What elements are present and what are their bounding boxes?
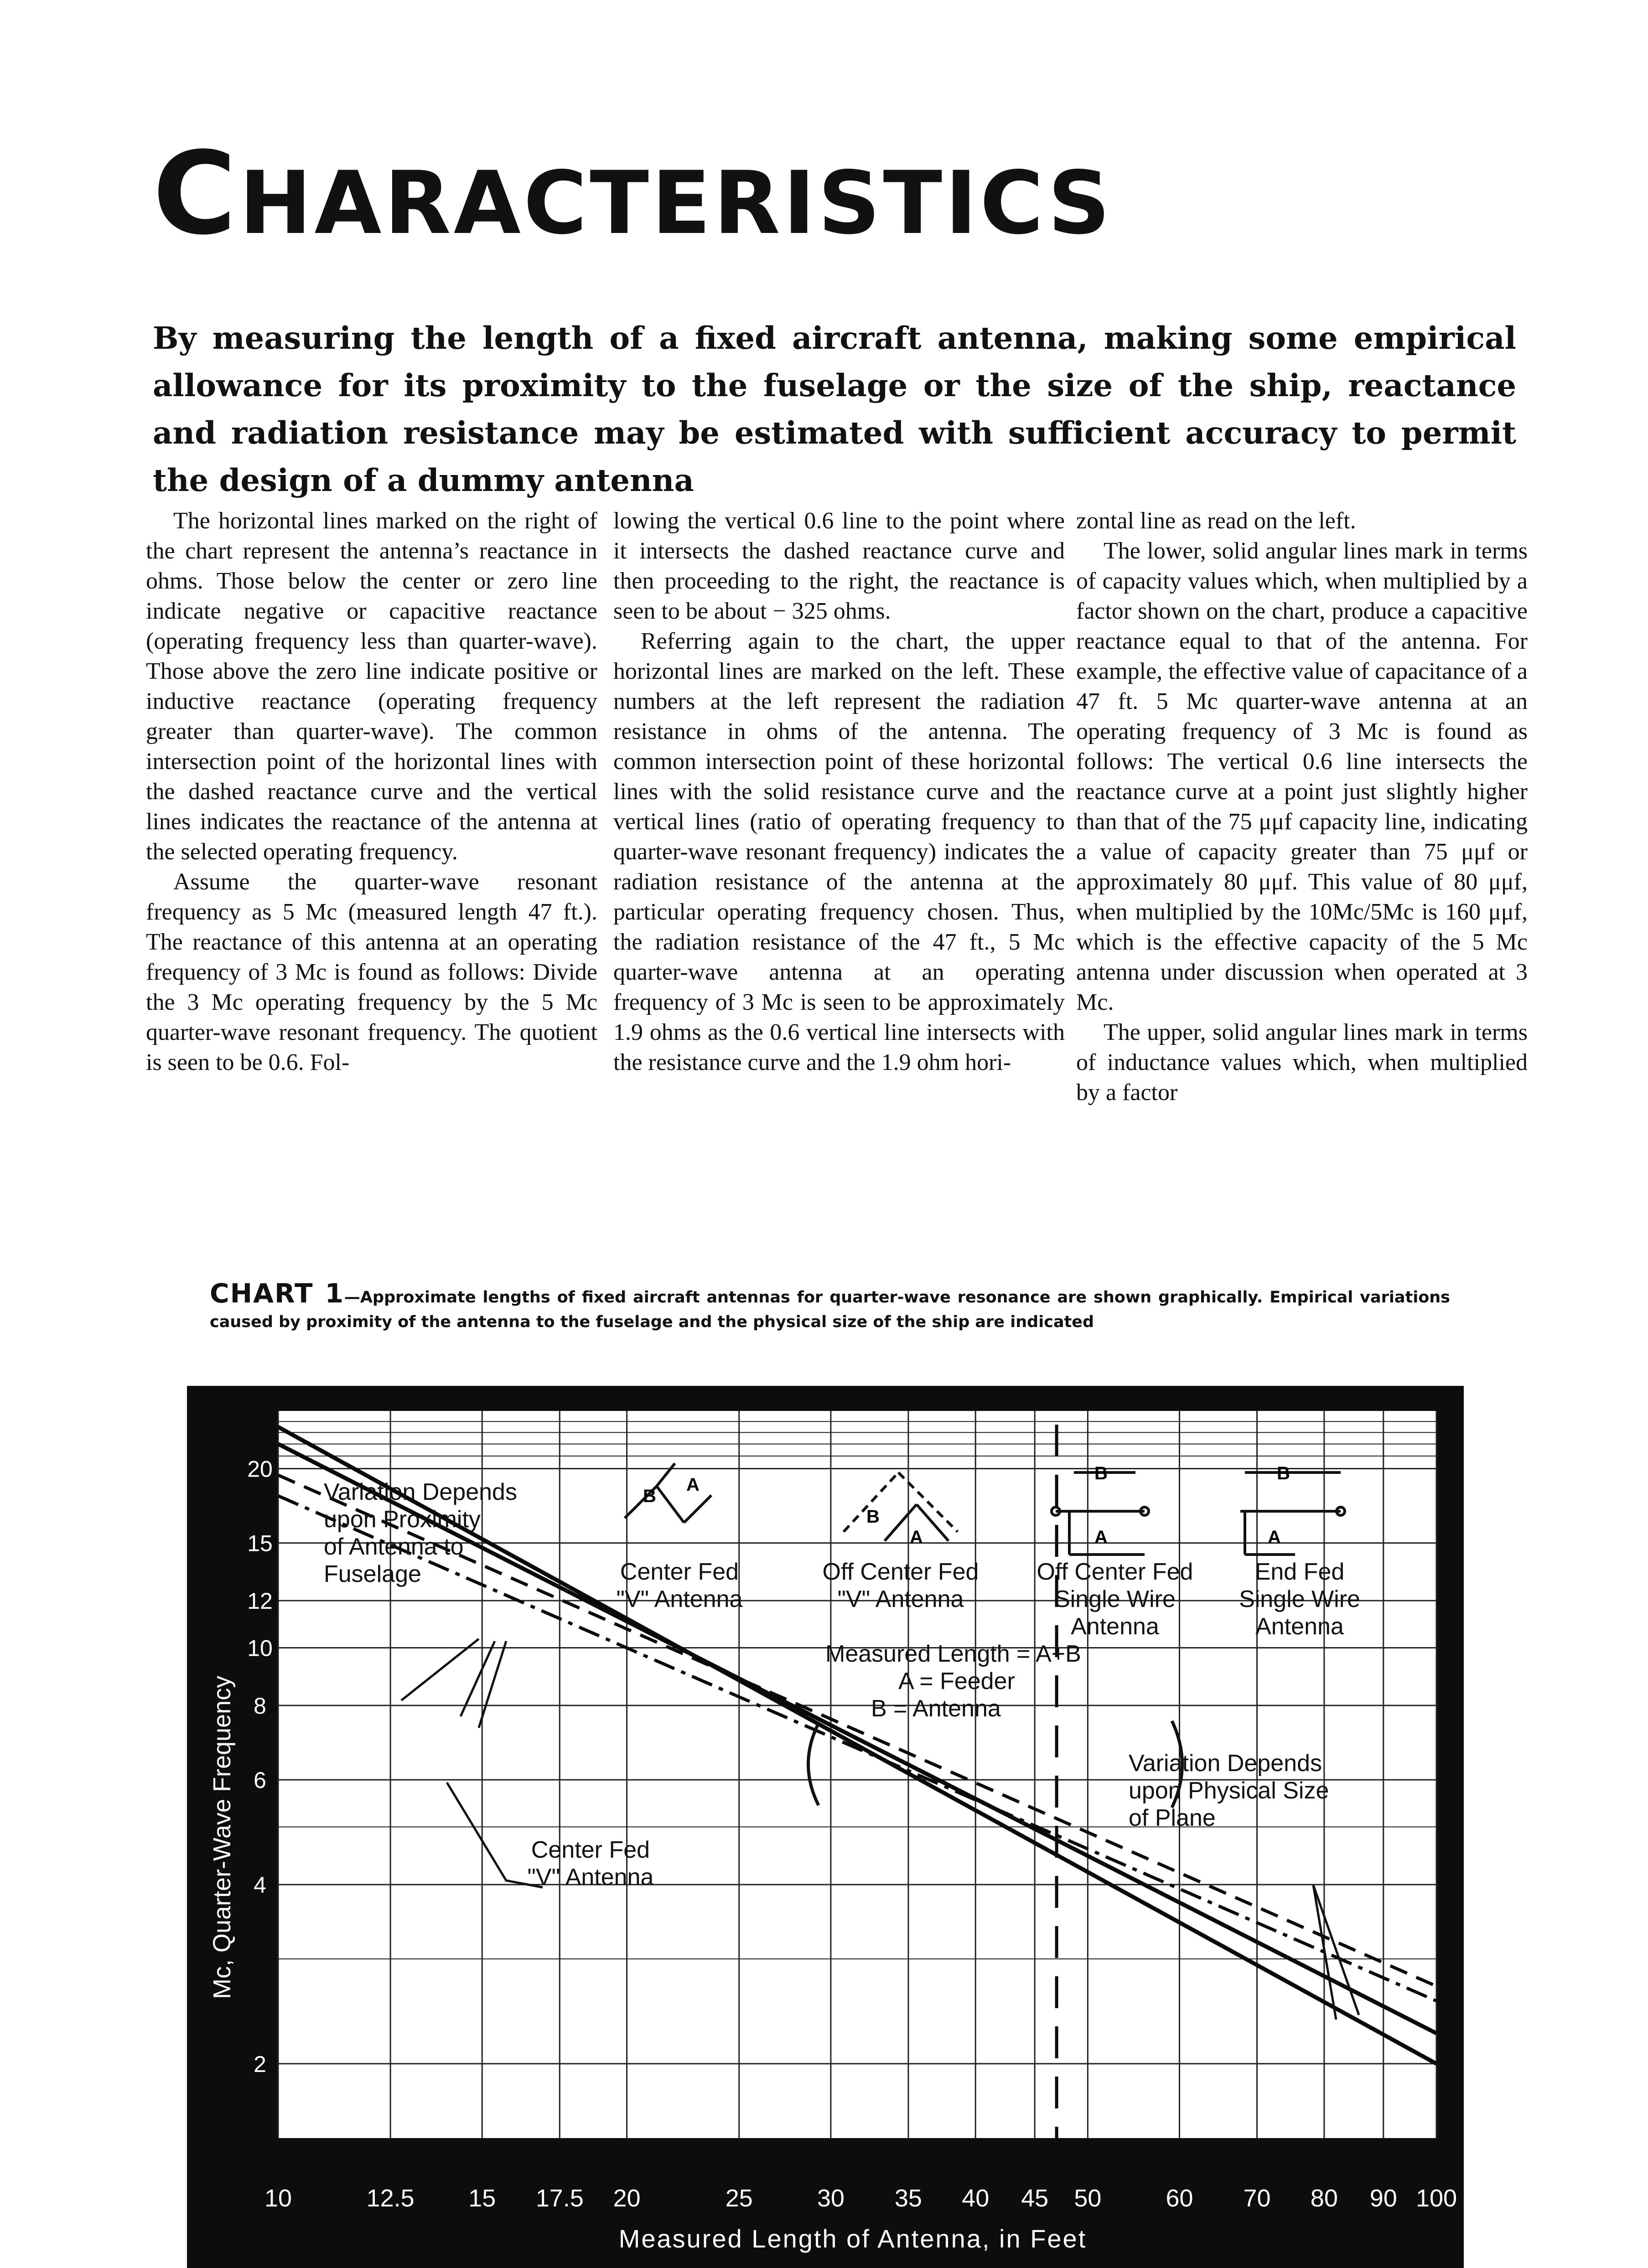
diagram-label-a-3: A [1094, 1527, 1108, 1547]
annotation-0-line-2: of Antenna to [324, 1534, 464, 1560]
chart-caption [210, 1278, 1450, 1334]
x-tick-labels [264, 2185, 1457, 2212]
annotation-4-line-2: Antenna [1255, 1613, 1344, 1640]
x-tick-label-5: 25 [725, 2185, 753, 2212]
chart-svg [187, 1386, 1464, 2268]
x-tick-label-10: 50 [1074, 2185, 1102, 2212]
annotation-6-line-0: A = Feeder [898, 1668, 1015, 1695]
page-title-rest: HARACTERISTICS [239, 153, 1113, 253]
diagram-label-b-2: B [866, 1507, 880, 1527]
annotation-1-line-1: "V" Antenna [616, 1586, 743, 1612]
page-title [153, 127, 1113, 260]
y-axis-label: Mc, Quarter-Wave Frequency [208, 1675, 236, 1999]
x-tick-label-9: 45 [1021, 2185, 1049, 2212]
annotation-5-line-0: Measured Length = A+B [825, 1641, 1081, 1667]
x-tick-label-14: 90 [1369, 2185, 1397, 2212]
x-tick-label-1: 12.5 [366, 2185, 415, 2212]
x-tick-label-3: 17.5 [535, 2185, 584, 2212]
diagram-label-a-2: A [910, 1527, 923, 1547]
annotation-8-line-2: of Plane [1129, 1805, 1216, 1831]
chart-caption-text: —Approximate lengths of fixed aircraft antennas for quarter-wave resonance are shown graphically. Empirical variations caused by proximity of the antenna to the fuselage and the physical size of the ship are indicated [210, 1288, 1450, 1331]
x-tick-label-8: 40 [962, 2185, 990, 2212]
annotation-7-line-0: B = Antenna [871, 1695, 1001, 1722]
chart-1 [187, 1386, 1464, 2268]
annotation-3-line-0: Off Center Fed [1036, 1559, 1193, 1585]
x-axis-label: Measured Length of Antenna, in Feet [618, 2224, 1087, 2253]
column-2-paragraph-1: lowing the vertical 0.6 line to the point where it intersects the dashed reactance curve and then proceeding to the right, the reactance is seen to be about − 325 ohms. [613, 508, 1065, 624]
column-3-paragraph-2: The lower, solid angular lines mark in terms of capacity values which, when multiplied by a factor shown on the chart, produce a capacitive reactance equal to that of the antenna. For example, the effective value of capacitance of a 47 ft. 5 Mc quarter-wave antenna at an operating frequency of 3 Mc is found as follows: The vertical 0.6 line intersects the reactance curve at a point just slightly higher than that of the 75 μμf capacity line, indicating a value of capacity greater than 75 μμf or approximately 80 μμf. This value of 80 μμf, when multiplied by the 10Mc/5Mc is 160 μμf, which is the effective capacity of the 5 Mc antenna under discussion when operated at 3 Mc. [1076, 538, 1528, 1015]
annotation-3-line-2: Antenna [1071, 1613, 1159, 1640]
annotation-4-line-0: End Fed [1254, 1559, 1345, 1585]
lede-paragraph: By measuring the length of a fixed aircraft antenna, making some empirical allowance for its proximity to the fuselage or the size of the ship, reactance and radiation resistance may be estimated with sufficient accuracy to permit the design of a dummy antenna [153, 320, 1516, 498]
diagram-label-b-4: B [1277, 1463, 1290, 1483]
y-tick-label-6: 4 [254, 1872, 266, 1898]
diagram-label-a: A [686, 1475, 700, 1495]
x-tick-label-6: 30 [817, 2185, 845, 2212]
diagram-label-a-4: A [1268, 1527, 1281, 1547]
y-tick-label-4: 8 [254, 1693, 266, 1719]
column-2-paragraph-2: Referring again to the chart, the upper horizontal lines are marked on the left. These numbers at the left represent the radiation resistance in ohms of the antenna. The common intersection point of these horizontal lines with the solid resistance curve and the vertical lines (ratio of operating frequency to quarter-wave resonant frequency) indicates the radiation resistance of the antenna at the particular operating frequency chosen. Thus, the radiation resistance of the 47 ft., 5 Mc quarter-wave antenna at an operating frequency of 3 Mc is seen to be approximately 1.9 ohms as the 0.6 vertical line intersects with the resistance curve and the 1.9 ohm hori- [613, 628, 1065, 1075]
y-tick-label-2: 12 [247, 1588, 273, 1614]
chart-caption-tag: CHART 1 [210, 1278, 344, 1309]
diagram-label-b-3: B [1094, 1463, 1108, 1483]
y-tick-label-5: 6 [254, 1767, 266, 1793]
column-3-paragraph-1: zontal line as read on the left. [1076, 508, 1356, 534]
x-tick-label-0: 10 [264, 2185, 292, 2212]
annotation-3-line-1: Single Wire [1054, 1586, 1176, 1612]
annotation-4-line-1: Single Wire [1239, 1586, 1360, 1612]
column-3 [1076, 506, 1528, 1108]
annotation-1-line-0: Center Fed [620, 1559, 739, 1585]
x-tick-label-11: 60 [1166, 2185, 1193, 2212]
x-tick-label-15: 100 [1415, 2185, 1457, 2212]
column-3-paragraph-3: The upper, solid angular lines mark in terms of inductance values which, when multiplied by a factor [1076, 1019, 1528, 1106]
column-1-paragraph-1: The horizontal lines marked on the right of the chart represent the antenna’s reactance in ohms. Those below the center or zero line indicate negative or capacitive reactance (operating frequency less than quarter-wave). Those above the zero line indicate positive or inductive reactance (operating frequency greater than quarter-wave). The common intersection point of the horizontal lines with the dashed reactance curve and the vertical lines indicates the reactance of the antenna at the selected operating frequency. [146, 508, 597, 865]
y-tick-label-0: 20 [247, 1456, 273, 1482]
x-tick-label-13: 80 [1310, 2185, 1338, 2212]
x-tick-label-4: 20 [613, 2185, 641, 2212]
annotation-8-line-0: Variation Depends [1129, 1750, 1322, 1777]
x-tick-label-2: 15 [468, 2185, 496, 2212]
y-tick-label-3: 10 [247, 1635, 273, 1661]
x-tick-label-12: 70 [1243, 2185, 1271, 2212]
annotation-8-line-1: upon Physical Size [1129, 1777, 1329, 1804]
page-title-initial: C [153, 127, 239, 260]
annotation-2-line-0: Off Center Fed [822, 1559, 979, 1585]
x-tick-label-7: 35 [894, 2185, 922, 2212]
column-2 [613, 506, 1065, 1078]
annotation-9-line-1: "V" Antenna [527, 1864, 654, 1891]
annotation-9-line-0: Center Fed [531, 1837, 650, 1863]
column-1-paragraph-2: Assume the quarter-wave resonant frequency as 5 Mc (measured length 47 ft.). The reactance of this antenna at an operating frequency of 3 Mc is found as follows: Divide the 3 Mc operating frequency by the 5 Mc quarter-wave resonant frequency. The quotient is seen to be 0.6. Fol- [146, 869, 597, 1075]
y-tick-label-1: 15 [247, 1530, 273, 1556]
y-tick-label-7: 2 [254, 2051, 266, 2077]
column-1 [146, 506, 597, 1078]
annotation-0-line-3: Fuselage [324, 1561, 421, 1587]
annotation-0-line-1: upon Proximity [324, 1506, 481, 1533]
annotation-0-line-0: Variation Depends [324, 1479, 517, 1505]
y-tick-labels [247, 1457, 273, 2077]
annotation-2-line-1: "V" Antenna [837, 1586, 964, 1612]
diagram-label-b: B [643, 1486, 656, 1506]
